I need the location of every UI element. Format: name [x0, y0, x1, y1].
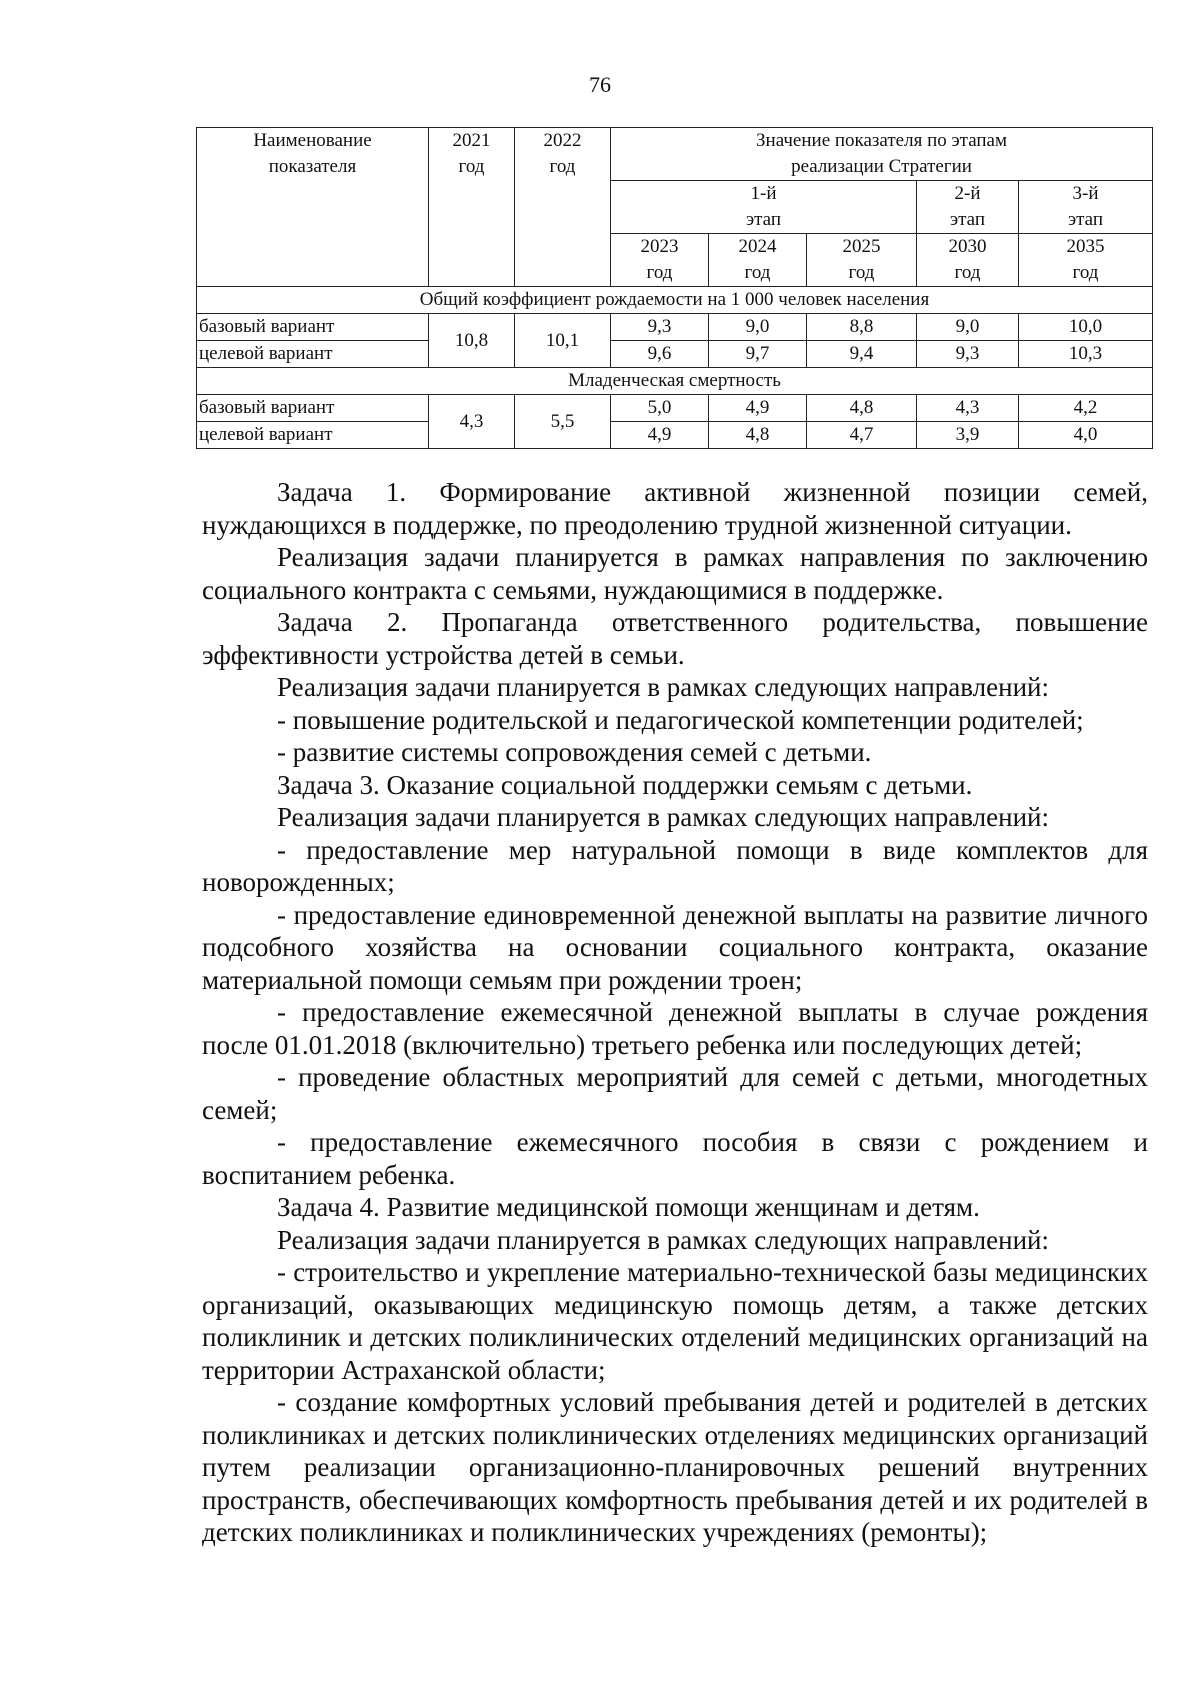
header-year-cell: 2035 год	[1019, 234, 1153, 287]
value-cell: 9,3	[611, 314, 709, 341]
value-cell: 3,9	[917, 422, 1019, 449]
list-item: - предоставление ежемесячного пособия в связи с рождением и воспитанием ребенка.	[202, 1127, 1148, 1190]
value-cell: 9,6	[611, 341, 709, 368]
value-cell: 4,8	[807, 395, 917, 422]
header-year-cell: 2030 год	[917, 234, 1019, 287]
list-item: - предоставление ежемесячной денежной выплаты в случае рождения после 01.01.2018 (включительно) третьего ребенка или последующих детей;	[202, 997, 1148, 1060]
list-item: - предоставление единовременной денежной выплаты на развитие личного подсобного хозяйства на основании социального контракта, оказание материальной помощи семьям при рождении троен;	[202, 899, 1148, 995]
value-cell: 4,9	[709, 395, 807, 422]
value-cell: 9,0	[917, 314, 1019, 341]
task-1-heading: Задача 1. Формирование активной жизненной позиции семей, нуждающихся в поддержке, по преодолению трудной жизненной ситуации.	[202, 477, 1148, 540]
value-cell: 10,3	[1019, 341, 1153, 368]
header-indicator-name: Наименование показателя	[197, 128, 429, 287]
table-header-row	[197, 128, 1153, 181]
paragraph: Реализация задачи планируется в рамках следующих направлений:	[277, 672, 1049, 702]
body-text	[202, 476, 1148, 1549]
list-item: - развитие системы сопровождения семей с детьми.	[277, 737, 872, 767]
task-3-heading: Задача 3. Оказание социальной поддержки семьям с детьми.	[277, 769, 973, 800]
row-label: целевой вариант	[197, 341, 429, 368]
section-title-birth-rate: Общий коэффициент рождаемости на 1 000 человек населения	[197, 287, 1153, 314]
value-cell: 9,3	[917, 341, 1019, 368]
value-2022: 5,5	[515, 395, 611, 449]
table-row	[197, 341, 1153, 368]
list-item: - создание комфортных условий пребывания детей и родителей в детских поликлиниках и детских поликлинических отделениях медицинских организаций путем реализации организационно-планировочных решений внутренних пространств, обеспечивающих комфортность пребывания детей и их родителей в детских поликлиниках и поликлинических учреждениях (ремонты);	[202, 1387, 1148, 1547]
header-year-cell: 2023 год	[611, 234, 709, 287]
paragraph: Реализация задачи планируется в рамках следующих направлений:	[277, 802, 1049, 832]
section-title-row	[197, 287, 1153, 314]
task-2-heading: Задача 2. Пропаганда ответственного родительства, повышение эффективности устройства детей в семьи.	[202, 607, 1148, 670]
value-cell: 4,9	[611, 422, 709, 449]
header-stage-3: 3-й этап	[1019, 181, 1153, 234]
header-year-cell: 2024 год	[709, 234, 807, 287]
section-title-row	[197, 368, 1153, 395]
value-cell: 5,0	[611, 395, 709, 422]
header-values-by-stage: Значение показателя по этапам реализации Стратегии	[611, 128, 1153, 181]
value-cell: 4,2	[1019, 395, 1153, 422]
value-cell: 4,3	[917, 395, 1019, 422]
value-cell: 4,0	[1019, 422, 1153, 449]
header-2021: 2021 год	[429, 128, 515, 287]
row-label: базовый вариант	[197, 314, 429, 341]
list-item: - строительство и укрепление материально-технической базы медицинских организаций, оказывающих медицинскую помощь детям, а также детских поликлиник и детских поликлинических отделений медицинских организаций на территории Астраханской области;	[202, 1257, 1148, 1385]
value-cell: 10,0	[1019, 314, 1153, 341]
value-cell: 4,7	[807, 422, 917, 449]
task-4-heading: Задача 4. Развитие медицинской помощи женщинам и детям.	[277, 1192, 980, 1222]
header-stage-1: 1-й этап	[611, 181, 917, 234]
paragraph: Реализация задачи планируется в рамках следующих направлений:	[277, 1224, 1049, 1255]
value-2021: 4,3	[429, 395, 515, 449]
header-stage-2: 2-й этап	[917, 181, 1019, 234]
value-cell: 8,8	[807, 314, 917, 341]
table-row	[197, 422, 1153, 449]
header-year-cell: 2025 год	[807, 234, 917, 287]
table-row	[197, 395, 1153, 422]
value-cell: 9,0	[709, 314, 807, 341]
value-cell: 9,4	[807, 341, 917, 368]
indicators-table	[196, 127, 1153, 449]
header-2022: 2022 год	[515, 128, 611, 287]
value-cell: 9,7	[709, 341, 807, 368]
value-2022: 10,1	[515, 314, 611, 368]
value-cell: 4,8	[709, 422, 807, 449]
row-label: базовый вариант	[197, 395, 429, 422]
section-title-infant-mortality: Младенческая смертность	[197, 368, 1153, 395]
list-item: - предоставление мер натуральной помощи в виде комплектов для новорожденных;	[202, 834, 1148, 897]
value-2021: 10,8	[429, 314, 515, 368]
page-number: 76	[589, 72, 611, 97]
paragraph: Реализация задачи планируется в рамках направления по заключению социального контракта с семьями, нуждающимися в поддержке.	[202, 542, 1148, 605]
list-item: - повышение родительской и педагогической компетенции родителей;	[277, 704, 1084, 735]
list-item: - проведение областных мероприятий для семей с детьми, многодетных семей;	[202, 1062, 1148, 1125]
table-row	[197, 314, 1153, 341]
row-label: целевой вариант	[197, 422, 429, 449]
